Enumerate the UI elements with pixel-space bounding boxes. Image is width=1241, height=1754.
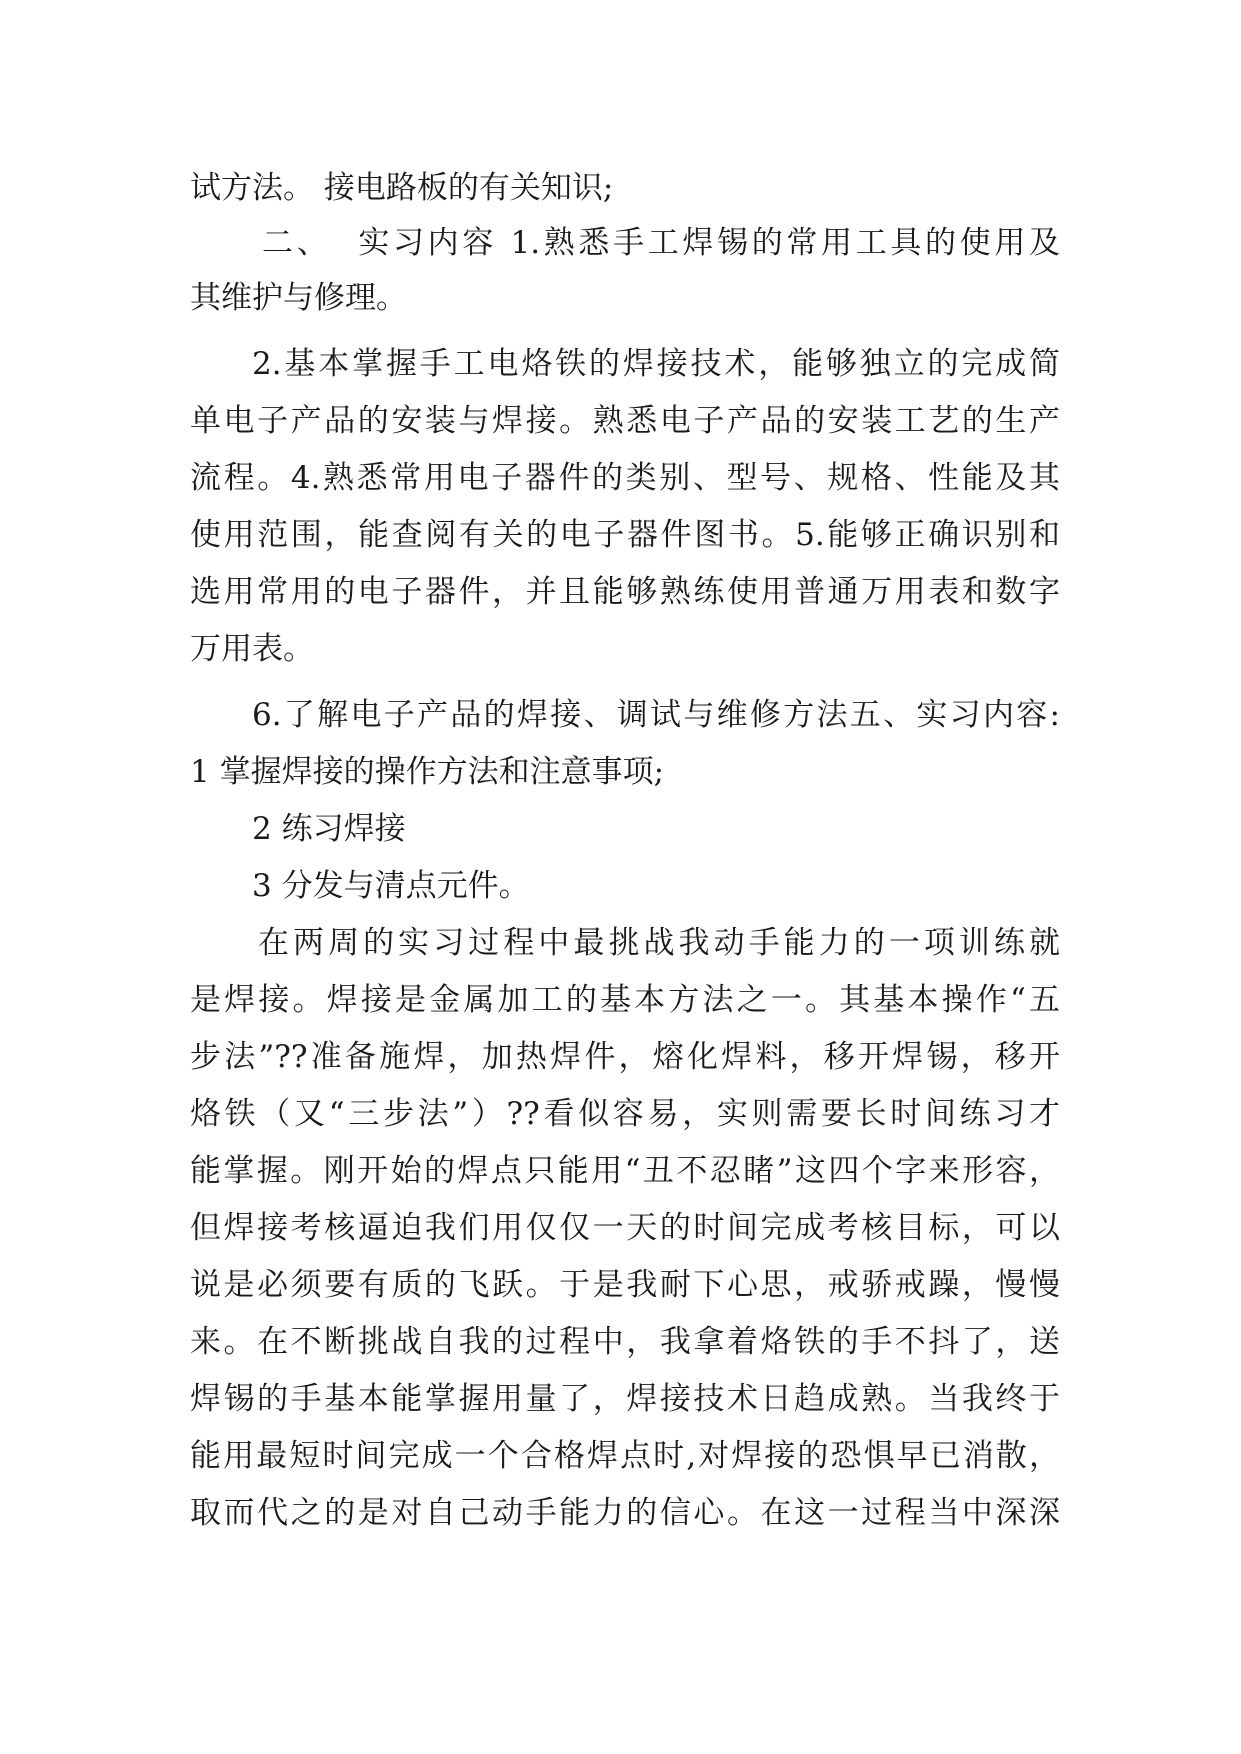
text-line: 3 分发与清点元件。 (252, 868, 530, 904)
text-line: 选用常用的电子器件，并且能够熟练使用普通万用表和数字 (190, 574, 1060, 610)
text-line: 万用表。 (190, 631, 314, 667)
text-line: 说是必须要有质的飞跃。于是我耐下心思，戒骄戒躁，慢慢 (190, 1267, 1060, 1303)
text-line: 单电子产品的安装与焊接。熟悉电子产品的安装工艺的生产 (190, 403, 1060, 439)
text-line: 1 掌握焊接的操作方法和注意事项; (190, 754, 665, 790)
text-line: 二、 实习内容 1.熟悉手工焊锡的常用工具的使用及 (262, 225, 1060, 261)
text-line: 6.了解电子产品的焊接、调试与维修方法五、实习内容: (252, 697, 1060, 733)
text-line: 焊锡的手基本能掌握用量了，焊接技术日趋成熟。当我终于 (190, 1381, 1060, 1417)
text-line: 烙铁（又“三步法”）??看似容易，实则需要长时间练习才 (190, 1096, 1060, 1132)
text-line: 能掌握。刚开始的焊点只能用“丑不忍睹”这四个字来形容， (190, 1153, 1060, 1189)
text-line: 其维护与修理。 (190, 280, 407, 316)
text-line: 使用范围，能查阅有关的电子器件图书。5.能够正确识别和 (190, 517, 1060, 553)
text-line: 来。在不断挑战自我的过程中，我拿着烙铁的手不抖了，送 (190, 1324, 1060, 1360)
text-line: 取而代之的是对自己动手能力的信心。在这一过程当中深深 (190, 1495, 1060, 1531)
text-line: 是焊接。焊接是金属加工的基本方法之一。其基本操作“五 (190, 982, 1060, 1018)
text-line: 步法”??准备施焊，加热焊件，熔化焊料，移开焊锡，移开 (190, 1039, 1060, 1075)
text-line: 能用最短时间完成一个合格焊点时,对焊接的恐惧早已消散， (190, 1438, 1060, 1474)
text-line: 流程。4.熟悉常用电子器件的类别、型号、规格、性能及其 (190, 460, 1060, 496)
text-line: 但焊接考核逼迫我们用仅仅一天的时间完成考核目标，可以 (190, 1210, 1060, 1246)
text-line: 试方法。 接电路板的有关知识; (190, 170, 614, 206)
text-line: 在两周的实习过程中最挑战我动手能力的一项训练就 (258, 925, 1060, 961)
text-line: 2.基本掌握手工电烙铁的焊接技术，能够独立的完成简 (252, 346, 1060, 382)
text-line: 2 练习焊接 (252, 811, 406, 847)
